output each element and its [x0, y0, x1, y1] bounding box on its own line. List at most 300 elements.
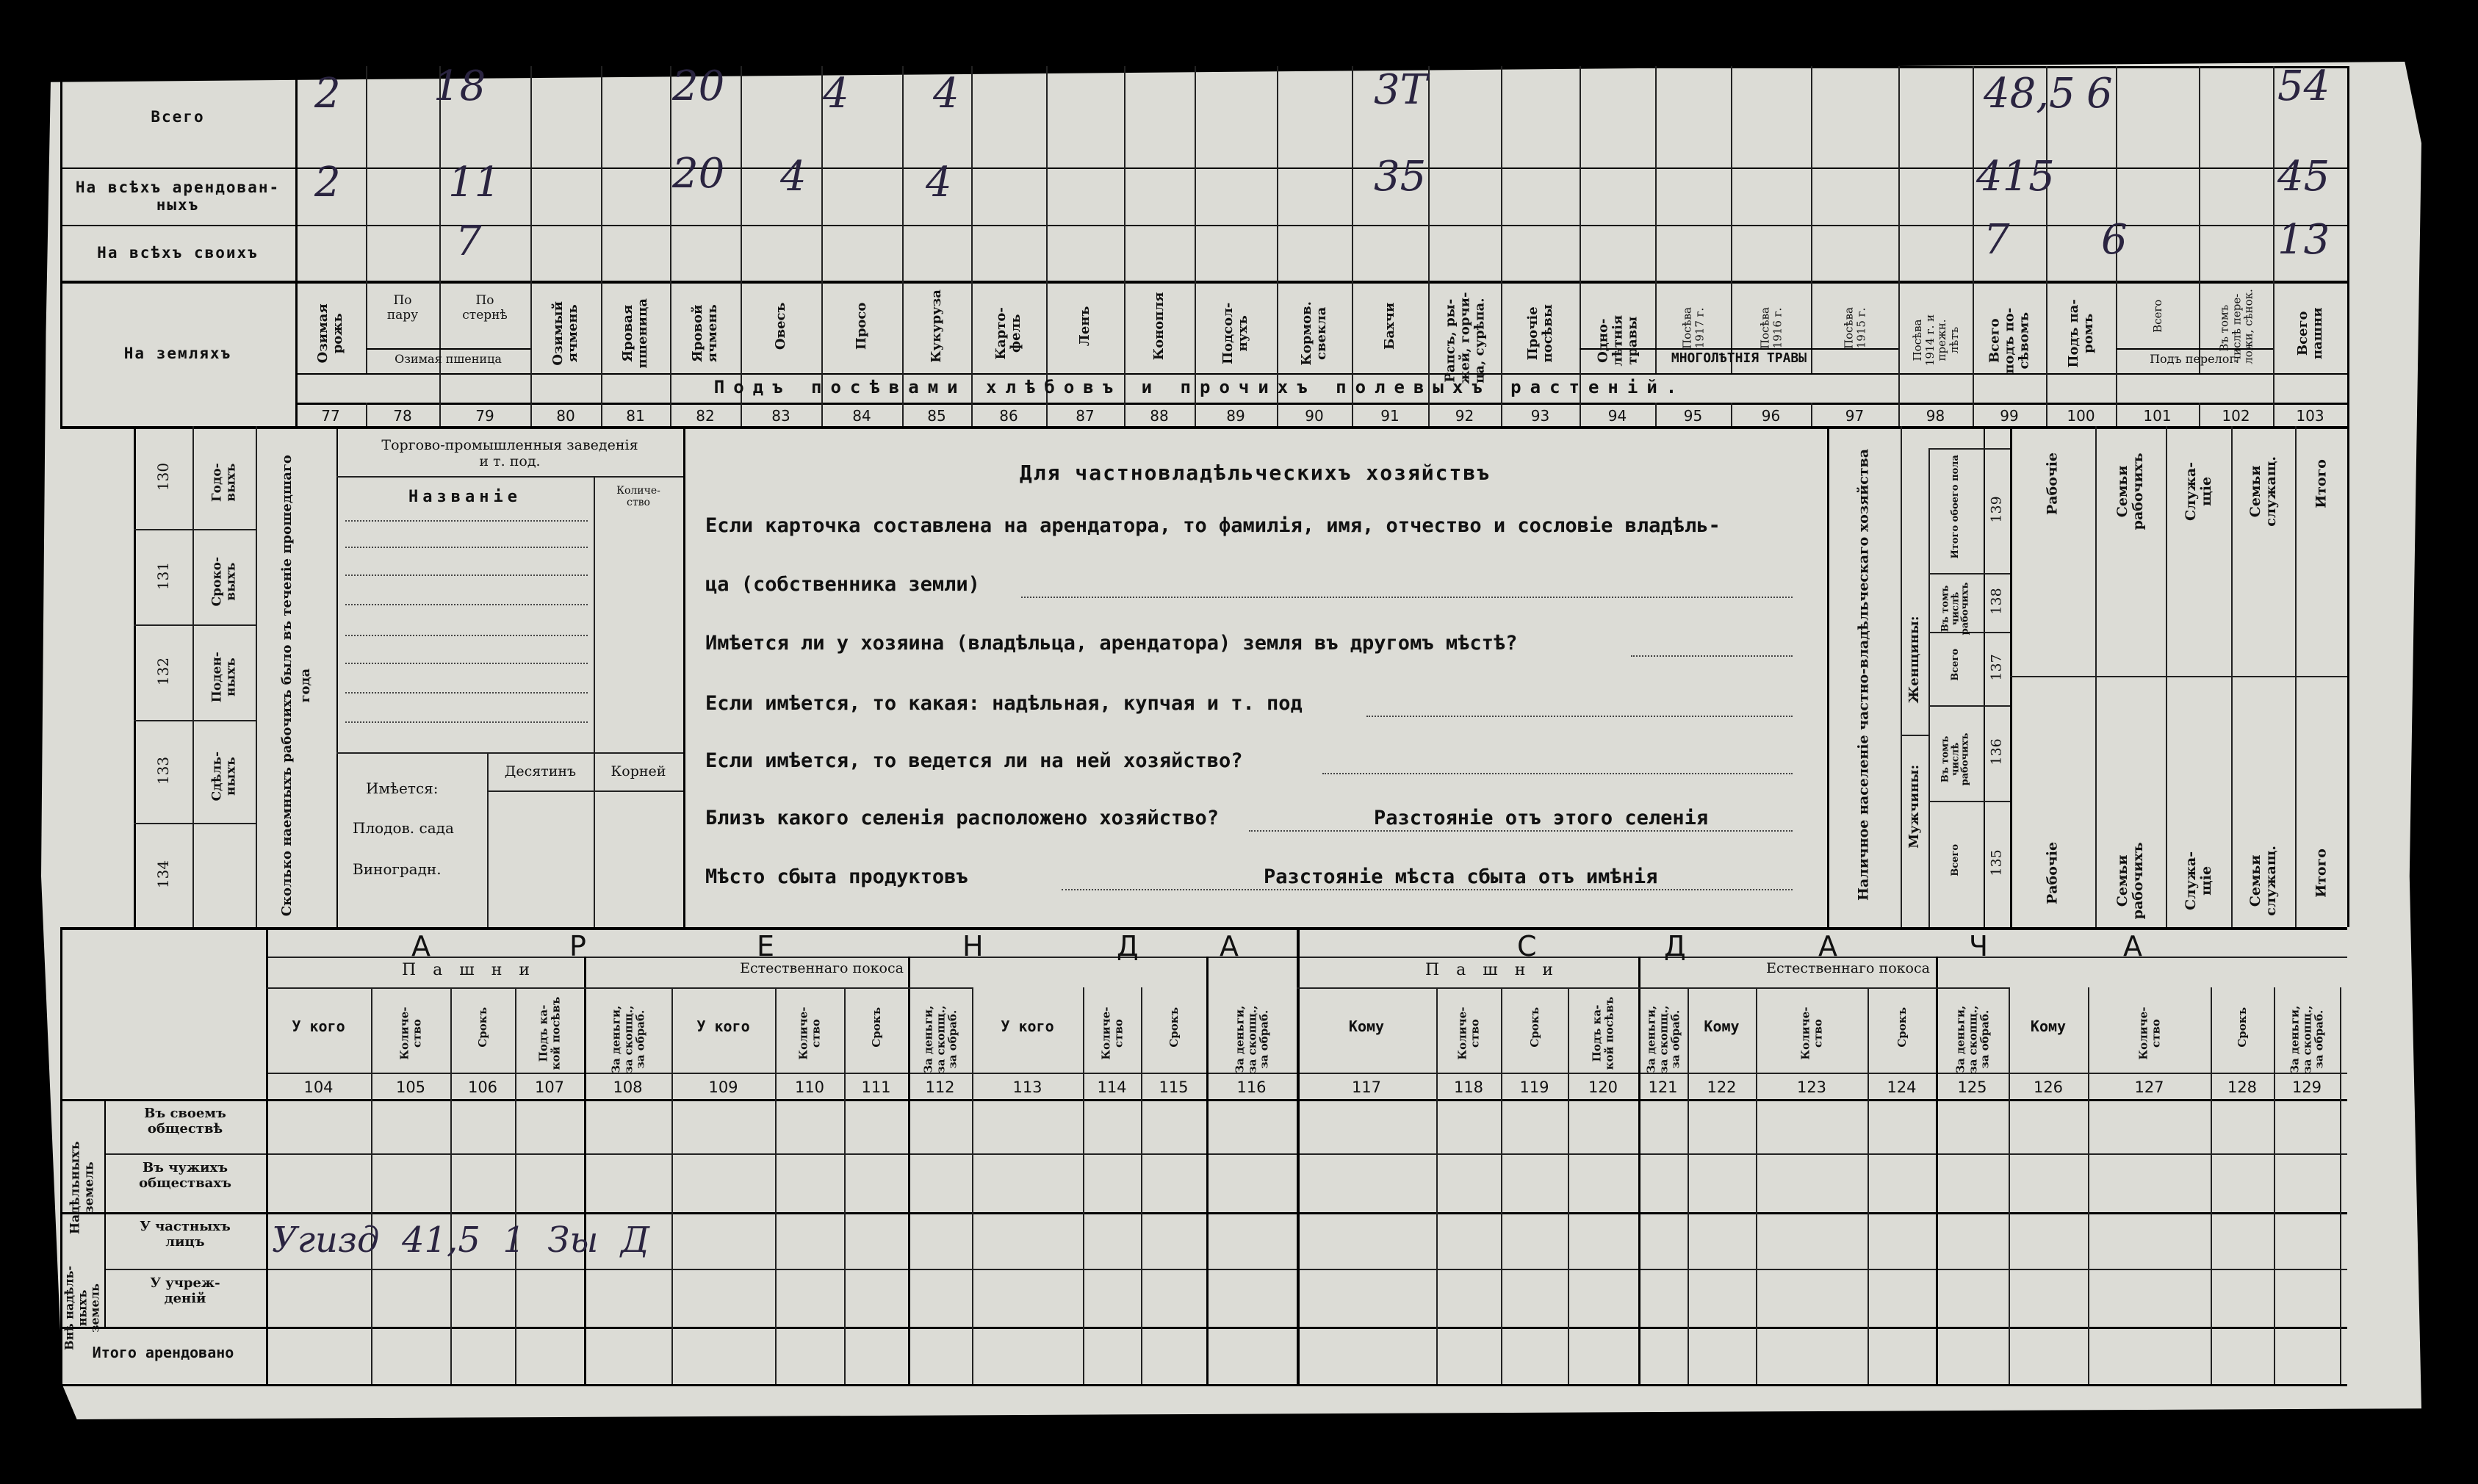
staff-top-1: Семьи рабочихъ	[2114, 453, 2146, 530]
pashni-label-2: П а ш н и	[1425, 961, 1560, 979]
rule-line	[1898, 66, 1900, 426]
garden-desyatin: Десятинъ	[504, 763, 577, 779]
rule-line	[1811, 66, 1812, 281]
rule-line	[1973, 66, 1974, 426]
arenda-letter-2: Е	[757, 930, 775, 962]
staff-bottom-4: Итого	[2313, 849, 2330, 898]
rule-line	[741, 66, 742, 426]
perennial-label: МНОГОЛѢТНІЯ ТРАВЫ	[1671, 350, 1807, 366]
col-header-96: Посѣва 1916 г.	[1758, 307, 1784, 349]
col-header-100: Подъ па- ромъ	[2065, 299, 2096, 368]
worker-col-num-130: 130	[154, 462, 172, 491]
rule-line	[2340, 987, 2341, 1384]
rule-line	[295, 66, 298, 426]
rule-line	[844, 987, 846, 1384]
worker-col-num-133: 133	[154, 756, 172, 785]
col-number-78: 78	[393, 407, 412, 425]
rule-line	[2274, 987, 2275, 1384]
col-number-95: 95	[1683, 407, 1703, 425]
staff-bottom-1: Семьи рабочихъ	[2114, 842, 2146, 920]
rule-line	[2199, 66, 2200, 281]
rule-line	[902, 66, 904, 426]
fallow-label: Подъ перелог.	[2150, 352, 2239, 366]
col-number-77: 77	[321, 407, 340, 425]
question-q5b: Разстояніе отъ этого селенія	[1374, 807, 1709, 829]
col-header-80: Озимый ячмень	[550, 301, 580, 366]
rule-line	[775, 987, 777, 1384]
rule-line	[601, 66, 602, 426]
col-number-91: 91	[1380, 407, 1400, 425]
col-number-92: 92	[1455, 407, 1474, 425]
rule-line	[683, 426, 685, 927]
trade-entry-line[interactable]	[345, 661, 588, 664]
col-header-82: Яровой ячмень	[690, 304, 720, 363]
rule-line	[2010, 676, 2347, 677]
workers-question: Сколько наемныхъ рабочихъ было въ теченіе прошедшаго года	[278, 455, 313, 917]
pop-col-label-137: Всего	[1950, 648, 1962, 681]
lease-row-3: У учреж- деній	[150, 1275, 220, 1306]
pashni-label-1: П а ш н и	[401, 961, 536, 979]
col-header-104: У кого	[292, 1017, 345, 1035]
rule-line	[1046, 66, 1048, 426]
rule-line	[2211, 987, 2212, 1384]
rule-line	[256, 426, 257, 927]
col-number-80: 80	[556, 407, 575, 425]
rule-line	[1501, 987, 1502, 1384]
lease-row-0: Въ своемъ обществѣ	[144, 1106, 226, 1137]
rule-line	[1297, 987, 1688, 989]
rule-line	[972, 987, 973, 1384]
col-header-99: Всего подъ по- сѣвомъ	[1987, 307, 2031, 374]
answer-field-q3[interactable]	[1366, 714, 1793, 717]
rule-line	[1083, 987, 1084, 1384]
handwritten-rented-7: 45	[2277, 153, 2330, 201]
col-header-122: Кому	[1704, 1017, 1740, 1035]
handwritten-rented-3: 4	[780, 153, 807, 201]
col-number-127: 127	[2134, 1078, 2164, 1096]
col-header-83: Овесъ	[773, 302, 789, 350]
answer-field-q1b[interactable]	[1021, 595, 1793, 598]
col-number-128: 128	[2227, 1078, 2258, 1096]
col-number-118: 118	[1453, 1078, 1484, 1096]
rule-line	[336, 476, 683, 478]
trade-entry-line[interactable]	[345, 691, 588, 694]
col-number-102: 102	[2222, 407, 2250, 425]
question-q6b: Разстояніе мѣста сбыта отъ имѣнія	[1264, 865, 1658, 888]
col-number-79: 79	[475, 407, 494, 425]
handwritten-total-3: 4	[823, 70, 849, 118]
col-number-122: 122	[1707, 1078, 1737, 1096]
pokos-label-1: Естественнаго покоса	[740, 960, 904, 976]
rule-line	[1731, 66, 1732, 281]
pop-col-label-136: Въ томъ числѣ рабочихъ	[1939, 732, 1971, 786]
worker-col-num-131: 131	[154, 561, 172, 591]
rule-line	[104, 1153, 2347, 1155]
staff-bottom-0: Рабочіе	[2044, 841, 2061, 905]
col-number-85: 85	[927, 407, 946, 425]
rule-line	[450, 987, 452, 1384]
col-number-93: 93	[1530, 407, 1550, 425]
col-header-94: Одно- лѣтнія травы	[1594, 314, 1640, 367]
col-number-89: 89	[1226, 407, 1245, 425]
col-number-114: 114	[1097, 1078, 1127, 1096]
staff-top-4: Итого	[2313, 459, 2330, 508]
rule-line	[530, 66, 532, 426]
col-header-98: Посѣва 1914 г. и прежн. лѣтъ	[1910, 314, 1960, 367]
col-header-110: Количе- ство	[796, 1006, 822, 1060]
col-header-85: Кукуруза	[929, 289, 945, 363]
col-number-86: 86	[999, 407, 1018, 425]
col-number-125: 125	[1957, 1078, 1987, 1096]
col-header-78: По пару	[386, 293, 419, 323]
garden-vineyard: Виноградн.	[353, 860, 442, 878]
col-number-88: 88	[1150, 407, 1169, 425]
rule-line	[908, 957, 910, 1384]
handwritten-total-1: 18	[433, 62, 486, 110]
rule-line	[515, 987, 516, 1384]
col-header-114: Количе- ство	[1099, 1006, 1125, 1060]
col-number-94: 94	[1607, 407, 1627, 425]
rule-line	[1688, 987, 2009, 989]
col-header-109: У кого	[696, 1017, 750, 1035]
col-header-102: Въ томъ числѣ пере- ложи, сѣнок.	[2216, 289, 2255, 364]
rule-line	[1756, 987, 1757, 1384]
handwritten-rented-4: 4	[926, 159, 952, 206]
handwritten-rented-6: 415	[1976, 153, 2055, 201]
row-label-2: На всѣхъ своихъ	[97, 244, 259, 262]
top-table-border	[60, 66, 2347, 68]
trade-entry-line[interactable]	[345, 573, 588, 576]
col-number-112: 112	[925, 1078, 955, 1096]
arenda-letter-4: Д	[1117, 930, 1139, 962]
col-header-112: За деньги, за скопщ., за обраб.	[921, 1005, 959, 1073]
col-header-118: Количе- ство	[1455, 1006, 1481, 1060]
col-header-115: Срокъ	[1167, 1006, 1181, 1048]
rule-line	[266, 1073, 2347, 1074]
sdacha-letter-1: Д	[1664, 930, 1686, 962]
col-header-111: Срокъ	[869, 1006, 883, 1048]
rule-line	[439, 66, 441, 426]
pop-col-label-139: Итого обоего пола	[1950, 455, 1962, 559]
rule-line	[671, 987, 673, 1384]
col-header-87: Ленъ	[1077, 306, 1093, 347]
col-number-106: 106	[467, 1078, 498, 1096]
rule-line	[60, 1099, 2347, 1101]
nadel-label: Надѣльныхъ земель	[68, 1141, 96, 1234]
col-header-125: За деньги, за скопщ., за обраб.	[1953, 1005, 1991, 1073]
col-header-107: Подъ ка- кой посѣвъ	[536, 996, 562, 1070]
handwritten-total-4: 4	[933, 70, 959, 118]
rule-line	[266, 927, 268, 1384]
staff-top-2: Служа- щіе	[2182, 461, 2214, 521]
trade-name-label: Названіе	[408, 488, 522, 506]
col-number-83: 83	[771, 407, 790, 425]
rule-line	[2273, 66, 2274, 426]
rule-line	[1428, 66, 1430, 426]
handwritten-total-6: 48,5	[1984, 70, 2075, 118]
rule-line	[594, 476, 595, 764]
pop-col-num-137: 137	[1988, 654, 2005, 681]
col-number-124: 124	[1887, 1078, 1917, 1096]
women-label: Женщины:	[1906, 616, 1923, 704]
col-header-117: Кому	[1348, 1017, 1385, 1035]
rule-line	[1141, 987, 1142, 1384]
col-number-87: 87	[1076, 407, 1095, 425]
col-number-82: 82	[696, 407, 715, 425]
question-q3: Если имѣется, то какая: надѣльная, купчая и т. под	[705, 692, 1303, 715]
handwritten-own-3: 13	[2277, 216, 2330, 264]
question-q1a: Если карточка составлена на арендатора, то фамилія, имя, отчество и сословіе владѣль-	[705, 514, 1721, 537]
rule-line	[671, 987, 972, 989]
worker-col-label-130: Годо- выхъ	[209, 463, 238, 503]
arenda-letter-5: А	[1220, 930, 1239, 962]
trade-title: Торгово-промышленныя заведенія и т. под.	[381, 437, 638, 469]
col-header-121: За деньги, за скопщ., за обраб.	[1643, 1005, 1682, 1073]
row-label-1: На всѣхъ арендован- ныхъ	[75, 179, 281, 215]
rule-line	[1901, 735, 1928, 736]
rule-line	[1352, 66, 1353, 426]
lease-row-2: У частныхъ лицъ	[140, 1219, 231, 1250]
garden-orchard: Плодов. сада	[353, 819, 454, 837]
population-label: Наличное населеніе частно-владѣльческаго хозяйства	[1855, 448, 1872, 901]
col-header-105: Количе- ство	[397, 1006, 423, 1060]
col-header-77: Озимая рожь	[315, 303, 345, 364]
handwritten-total-7: 6	[2086, 70, 2113, 118]
middle-bottom	[60, 927, 2347, 930]
col-header-116: За деньги, за скопщ., за обраб.	[1232, 1005, 1270, 1073]
answer-field-q4[interactable]	[1322, 771, 1793, 774]
rule-line	[60, 1212, 2347, 1214]
col-header-95: Посѣва 1917 г.	[1680, 307, 1706, 349]
handwritten-rented-5: 35	[1374, 153, 1427, 201]
question-q1b: ца (собственника земли)	[705, 573, 980, 596]
handwritten-own-2: 6	[2101, 216, 2128, 264]
handwritten-rented-0: 2	[314, 159, 341, 206]
sdacha-letter-0: С	[1517, 930, 1537, 962]
handwritten-total-8: 54	[2277, 62, 2330, 110]
handwritten-total-0: 2	[314, 70, 341, 118]
itogo-label: Итого арендовано	[92, 1344, 234, 1361]
pop-col-num-139: 139	[1988, 496, 2005, 523]
staff-top-3: Семьи служащ.	[2247, 455, 2279, 527]
rule-line	[1436, 987, 1438, 1384]
rule-line	[1867, 987, 1869, 1384]
col-number-115: 115	[1159, 1078, 1189, 1096]
question-q6a: Мѣсто сбыта продуктовъ	[705, 865, 968, 888]
col-number-103: 103	[2296, 407, 2324, 425]
col-number-104: 104	[303, 1078, 334, 1096]
men-label: Мужчины:	[1906, 764, 1923, 849]
rule-line	[1901, 426, 1902, 927]
banner-line	[295, 403, 2347, 405]
worker-col-label-133: Сдѣль- ныхъ	[209, 751, 238, 802]
col-header-108: За деньги, за скопщ., за обраб.	[608, 1005, 646, 1073]
rule-line	[266, 987, 671, 989]
rule-line	[584, 957, 586, 1384]
col-header-91: Бахчи	[1382, 302, 1398, 350]
census-card	[41, 62, 2421, 1419]
row-label-0: Всего	[151, 108, 205, 126]
rule-line	[2009, 987, 2010, 1384]
col-number-110: 110	[794, 1078, 825, 1096]
rule-line	[1195, 66, 1196, 426]
garden-has: Имѣется:	[366, 779, 439, 797]
top-table-bottom	[60, 426, 2347, 429]
rule-line	[1655, 66, 1657, 281]
rule-line	[1277, 66, 1278, 426]
staff-bottom-2: Служа- щіе	[2182, 851, 2214, 910]
col-number-99: 99	[2000, 407, 2019, 425]
rule-line	[1936, 957, 1938, 1384]
answer-field-q2[interactable]	[1631, 654, 1793, 657]
col-header-123: Количе- ство	[1798, 1006, 1824, 1060]
col-number-129: 129	[2291, 1078, 2322, 1096]
col-header-113: У кого	[1001, 1017, 1054, 1035]
rule-line	[104, 1269, 2347, 1270]
trade-entry-line[interactable]	[345, 720, 588, 723]
pokos-label-2: Естественнаго покоса	[1766, 960, 1930, 976]
col-header-97: Посѣва 1915 г.	[1842, 307, 1867, 349]
row-label-3: На земляхъ	[123, 345, 232, 362]
pop-col-label-138: Въ томъ числѣ рабочихъ	[1939, 582, 1971, 635]
lease-row-1: Въ чужихъ обществахъ	[139, 1160, 231, 1191]
col-header-101: Всего	[2150, 299, 2164, 333]
rule-line	[192, 426, 194, 927]
col-header-103: Всего пашни	[2294, 307, 2325, 360]
handwritten-own-0: 7	[455, 217, 482, 265]
col-number-90: 90	[1305, 407, 1324, 425]
worker-col-label-132: Поден- ныхъ	[209, 652, 238, 703]
handwritten-total-5: 3Т	[1374, 66, 1427, 114]
col-header-90: Кормов. свекла	[1299, 301, 1329, 366]
col-number-109: 109	[708, 1078, 738, 1096]
pop-col-label-135: Всего	[1950, 843, 1962, 876]
col-header-120: Подъ ка- кой посѣвъ	[1590, 996, 1616, 1070]
sdacha-letter-3: Ч	[1969, 930, 1989, 962]
sdacha-letter-2: А	[1818, 930, 1837, 962]
col-number-117: 117	[1351, 1078, 1382, 1096]
col-header-129: За деньги, за скопщ., за обраб.	[2288, 1005, 2326, 1073]
staff-bottom-3: Семьи служащ.	[2247, 845, 2279, 916]
col-header-119: Срокъ	[1527, 1006, 1541, 1048]
rule-line	[1638, 957, 1640, 1384]
rule-line	[1688, 987, 1689, 1384]
col-number-96: 96	[1761, 407, 1781, 425]
trade-entry-line[interactable]	[345, 545, 588, 548]
handwritten-rented-2: 20	[672, 150, 725, 198]
col-header-126: Кому	[2030, 1017, 2067, 1035]
rule-line	[2088, 987, 2089, 1384]
col-header-81: Яровая пшеница	[620, 298, 650, 369]
handwritten-own-1: 7	[1984, 216, 2010, 264]
col-number-81: 81	[626, 407, 645, 425]
pop-col-num-135: 135	[1988, 849, 2005, 876]
staff-top-0: Рабочіе	[2044, 452, 2061, 516]
question-q5a: Близъ какого селенія расположено хозяйство?	[705, 807, 1219, 829]
trade-entry-line[interactable]	[345, 602, 588, 605]
rule-line	[487, 790, 683, 792]
rule-line	[2347, 426, 2349, 927]
col-number-119: 119	[1519, 1078, 1549, 1096]
col-number-123: 123	[1796, 1078, 1827, 1096]
rule-line	[336, 752, 683, 754]
sdacha-letter-4: А	[2123, 930, 2142, 962]
col-header-88: Конопля	[1151, 292, 1167, 361]
col-number-97: 97	[1845, 407, 1865, 425]
col-number-121: 121	[1648, 1078, 1678, 1096]
vne-label: Внѣ надѣль- ныхъ земель	[62, 1265, 102, 1350]
rule-line	[1501, 66, 1502, 426]
garden-korney: Корней	[611, 763, 666, 779]
rule-line	[1124, 66, 1125, 426]
rule-line	[1928, 448, 1930, 927]
handwritten-rented-1: 11	[448, 159, 501, 206]
rule-line	[60, 1384, 2347, 1386]
arenda-sdacha-divider	[1297, 927, 1300, 1384]
arenda-letter-3: Н	[962, 930, 984, 962]
rule-line	[2046, 66, 2047, 426]
rule-line	[971, 66, 973, 426]
rule-line	[1580, 66, 1581, 426]
col-number-107: 107	[534, 1078, 565, 1096]
col-number-84: 84	[852, 407, 871, 425]
trade-entry-line[interactable]	[345, 519, 588, 522]
wheat-label: Озимая пшеница	[395, 352, 502, 366]
col-number-111: 111	[861, 1078, 891, 1096]
col-header-86: Карто- фель	[993, 307, 1023, 360]
worker-col-num-132: 132	[154, 657, 172, 686]
col-header-128: Срокъ	[2235, 1006, 2249, 1048]
arenda-letter-0: А	[411, 930, 431, 962]
rule-line	[2347, 66, 2349, 426]
question-q4: Если имѣется, то ведется ли на ней хозяйство?	[705, 749, 1243, 772]
rule-line	[1568, 987, 1569, 1384]
col-number-101: 101	[2143, 407, 2172, 425]
worker-col-num-134: 134	[154, 860, 172, 889]
col-header-93: Прочіе посѣвы	[1524, 304, 1555, 363]
col-number-108: 108	[613, 1078, 643, 1096]
col-header-124: Срокъ	[1895, 1006, 1909, 1048]
col-number-105: 105	[395, 1078, 426, 1096]
rule-line	[1206, 957, 1209, 1384]
col-number-100: 100	[2067, 407, 2095, 425]
rule-line	[371, 987, 372, 1384]
rule-line	[1984, 426, 1985, 927]
rule-line	[60, 1327, 2347, 1329]
col-header-127: Количе- ство	[2136, 1006, 2162, 1060]
arenda-letter-1: Р	[569, 930, 586, 962]
col-header-106: Срокъ	[475, 1006, 489, 1048]
rule-line	[366, 66, 367, 281]
handwritten-lease: Угизд 41,5 1 Зы Д	[272, 1220, 649, 1261]
top-table-divider	[60, 281, 2347, 284]
rule-line	[1827, 426, 1829, 927]
trade-entry-line[interactable]	[345, 633, 588, 636]
banner-label: Подъ посѣвами хлѣбовъ и прочихъ полевыхъ растеній.	[713, 377, 1686, 397]
col-number-126: 126	[2033, 1078, 2064, 1096]
pop-col-num-138: 138	[1988, 588, 2005, 615]
col-number-120: 120	[1588, 1078, 1618, 1096]
worker-col-label-131: Сроко- выхъ	[209, 556, 238, 607]
col-number-116: 116	[1236, 1078, 1267, 1096]
col-number-113: 113	[1012, 1078, 1042, 1096]
question-q2: Имѣется ли у хозяина (владѣльца, арендатора) земля въ другомъ мѣстѣ?	[705, 632, 1518, 655]
rule-line	[134, 426, 136, 927]
private-title: Для частновладѣльческихъ хозяйствъ	[1019, 461, 1491, 485]
col-header-89: Подсол- нухъ	[1220, 302, 1250, 364]
handwritten-total-2: 20	[672, 62, 725, 110]
rule-line	[821, 66, 823, 426]
